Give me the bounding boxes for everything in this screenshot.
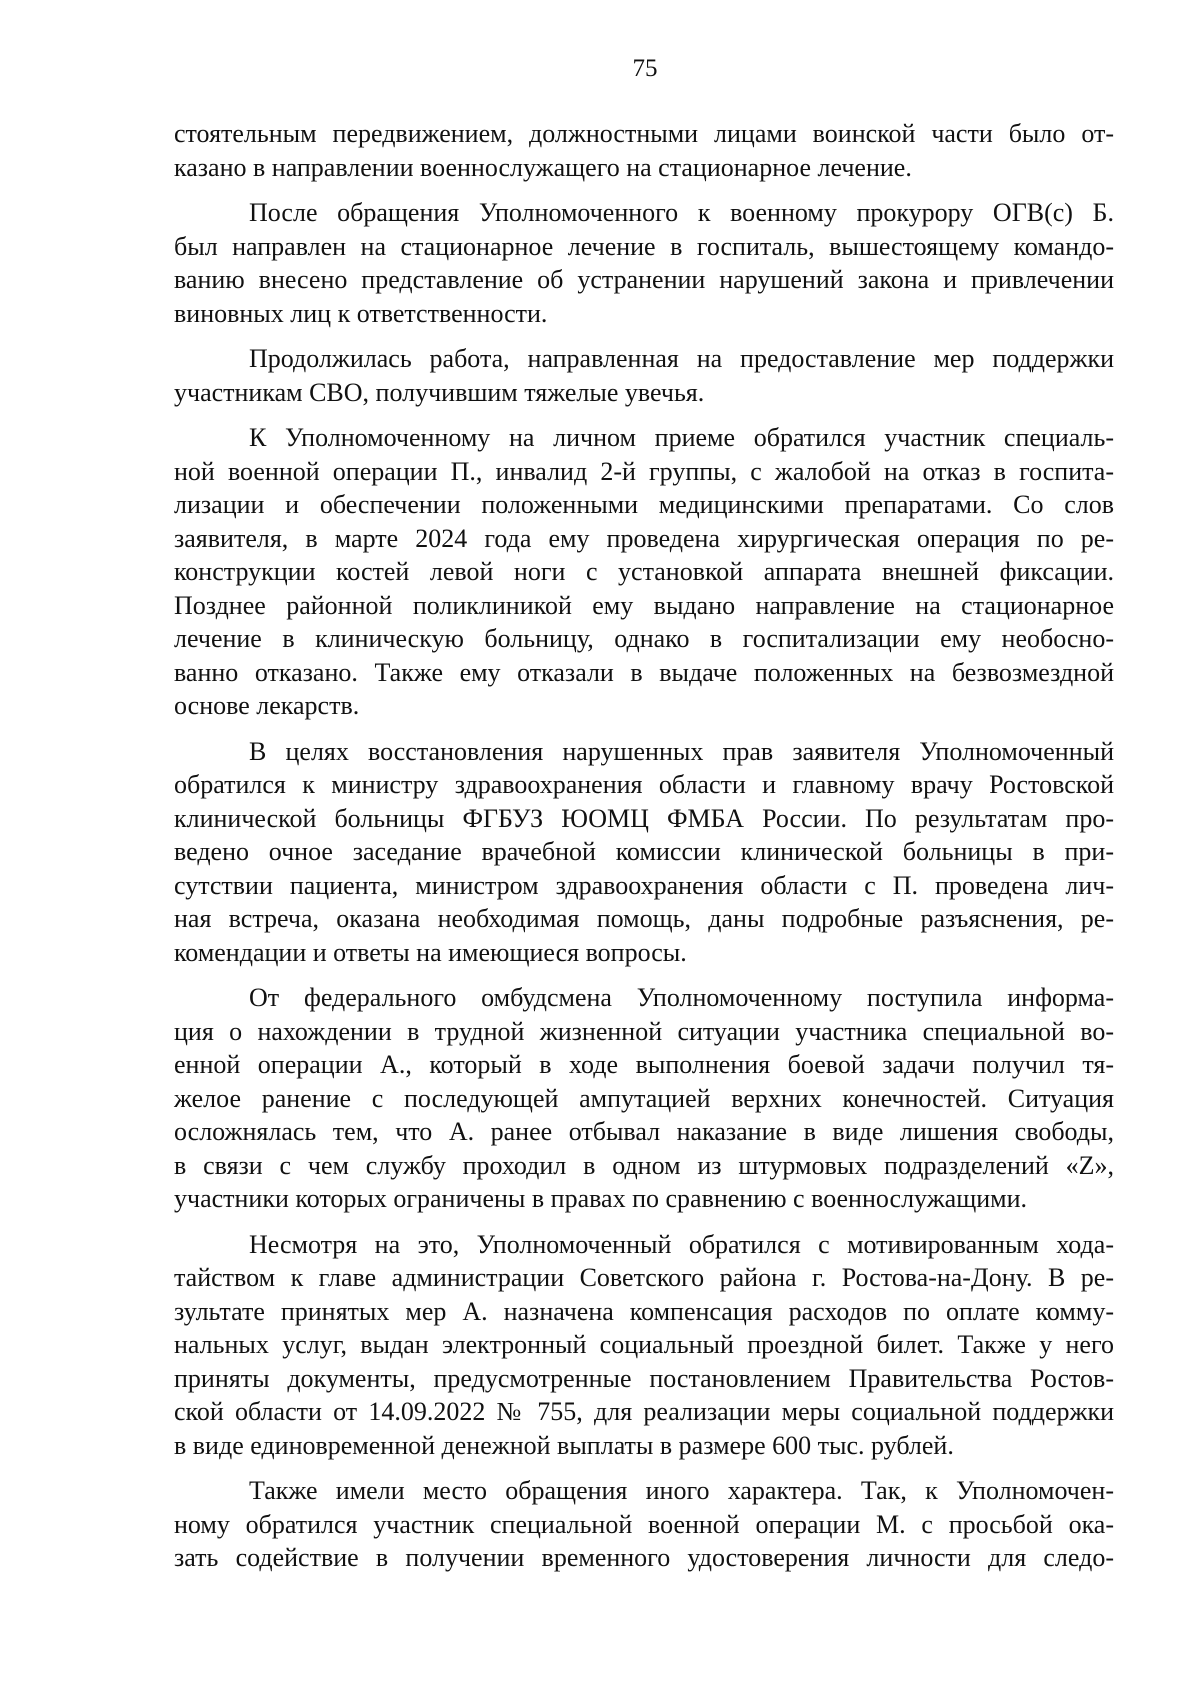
paragraph-line: участники которых ограничены в правах по сравнению с военнослужащими. — [174, 1184, 1028, 1213]
paragraph-line: Продолжилась работа, направленная на предоставление мер поддержки — [249, 344, 1114, 373]
paragraph-line: лизации и обеспечении положенными медицинскими препаратами. Со слов — [174, 490, 1114, 519]
paragraph-line: осложнялась тем, что А. ранее отбывал наказание в виде лишения свободы, — [174, 1117, 1114, 1146]
paragraph — [174, 421, 1114, 723]
paragraph — [174, 1474, 1114, 1575]
paragraph-line: От федерального омбудсмена Уполномоченному поступила информа- — [249, 983, 1114, 1012]
page-number: 75 — [632, 55, 658, 82]
paragraph-line: приняты документы, предусмотренные постановлением Правительства Ростов- — [174, 1363, 1114, 1393]
paragraph-line: Несмотря на это, Уполномоченный обратился с мотивированным хода- — [249, 1229, 1114, 1259]
paragraph-line: заявителя, в марте 2024 года ему проведена хирургическая операция по ре- — [174, 523, 1114, 553]
paragraph-line: ному обратился участник специальной военной операции М. с просьбой ока- — [174, 1509, 1114, 1539]
paragraph-line: виновных лиц к ответственности. — [174, 298, 548, 328]
document-body — [174, 117, 1114, 1587]
paragraph-line: казано в направлении военнослужащего на стационарное лечение. — [174, 152, 912, 182]
paragraph-line: участникам СВО, получившим тяжелые увечья. — [174, 377, 705, 407]
paragraph-line: стоятельным передвижением, должностными лицами воинской части было от- — [174, 119, 1114, 148]
paragraph — [174, 981, 1114, 1216]
paragraph-line: Позднее районной поликлиникой ему выдано направление на стационарное — [174, 590, 1114, 620]
paragraph-line: в виде единовременной денежной выплаты в размере 600 тыс. рублей. — [174, 1430, 954, 1460]
paragraph-line: был направлен на стационарное лечение в госпиталь, вышестоящему командо- — [174, 231, 1114, 261]
paragraph-line: лечение в клиническую больницу, однако в госпитализации ему необосно- — [174, 624, 1114, 653]
paragraph-line: комендации и ответы на имеющиеся вопросы. — [174, 937, 687, 967]
paragraph-line: зать содействие в получении временного удостоверения личности для следо- — [174, 1543, 1114, 1572]
paragraph-line: ная встреча, оказана необходимая помощь, даны подробные разъяснения, ре- — [174, 904, 1114, 933]
paragraph-line: сутствии пациента, министром здравоохранения области с П. проведена лич- — [174, 870, 1114, 900]
paragraph-line: желое ранение с последующей ампутацией верхних конечностей. Ситуация — [174, 1083, 1114, 1113]
paragraph — [174, 735, 1114, 970]
paragraph-line: ведено очное заседание врачебной комиссии клинической больницы в при- — [174, 837, 1114, 866]
paragraph-line: зультате принятых мер А. назначена компенсация расходов по оплате комму- — [174, 1296, 1114, 1326]
paragraph-line: основе лекарств. — [174, 691, 360, 720]
paragraph — [174, 117, 1114, 184]
paragraph — [174, 342, 1114, 409]
paragraph-line: ция о нахождении в трудной жизненной ситуации участника специальной во- — [174, 1016, 1114, 1046]
paragraph-line: ванию внесено представление об устранении нарушений закона и привлечении — [174, 265, 1114, 294]
paragraph-line: клинической больницы ФГБУЗ ЮОМЦ ФМБА России. По результатам про- — [174, 803, 1114, 833]
paragraph-line: К Уполномоченному на личном приеме обратился участник специаль- — [249, 423, 1114, 452]
paragraph-line: тайством к главе администрации Советского района г. Ростова-на-Дону. В ре- — [174, 1263, 1114, 1292]
paragraph-line: нальных услуг, выдан электронный социальный проездной билет. Также у него — [174, 1330, 1114, 1359]
paragraph-line: в связи с чем службу проходил в одном из штурмовых подразделений «Z», — [174, 1150, 1114, 1180]
paragraph-line: обратился к министру здравоохранения области и главному врачу Ростовской — [174, 770, 1114, 799]
paragraph — [174, 1228, 1114, 1463]
paragraph-line: ной военной операции П., инвалид 2-й группы, с жалобой на отказ в госпита- — [174, 456, 1114, 486]
paragraph-line: Также имели место обращения иного характера. Так, к Уполномочен- — [249, 1476, 1114, 1505]
paragraph-line: конструкции костей левой ноги с установкой аппарата внешней фиксации. — [174, 557, 1114, 586]
paragraph-line: ванно отказано. Также ему отказали в выдаче положенных на безвозмездной — [174, 657, 1114, 687]
paragraph-line: В целях восстановления нарушенных прав заявителя Уполномоченный — [249, 736, 1114, 766]
paragraph — [174, 196, 1114, 330]
paragraph-line: После обращения Уполномоченного к военному прокурору ОГВ(с) Б. — [249, 198, 1114, 227]
paragraph-line: ской области от 14.09.2022 № 755, для реализации меры социальной поддержки — [174, 1397, 1114, 1426]
paragraph-line: енной операции А., который в ходе выполнения боевой задачи получил тя- — [174, 1050, 1114, 1079]
